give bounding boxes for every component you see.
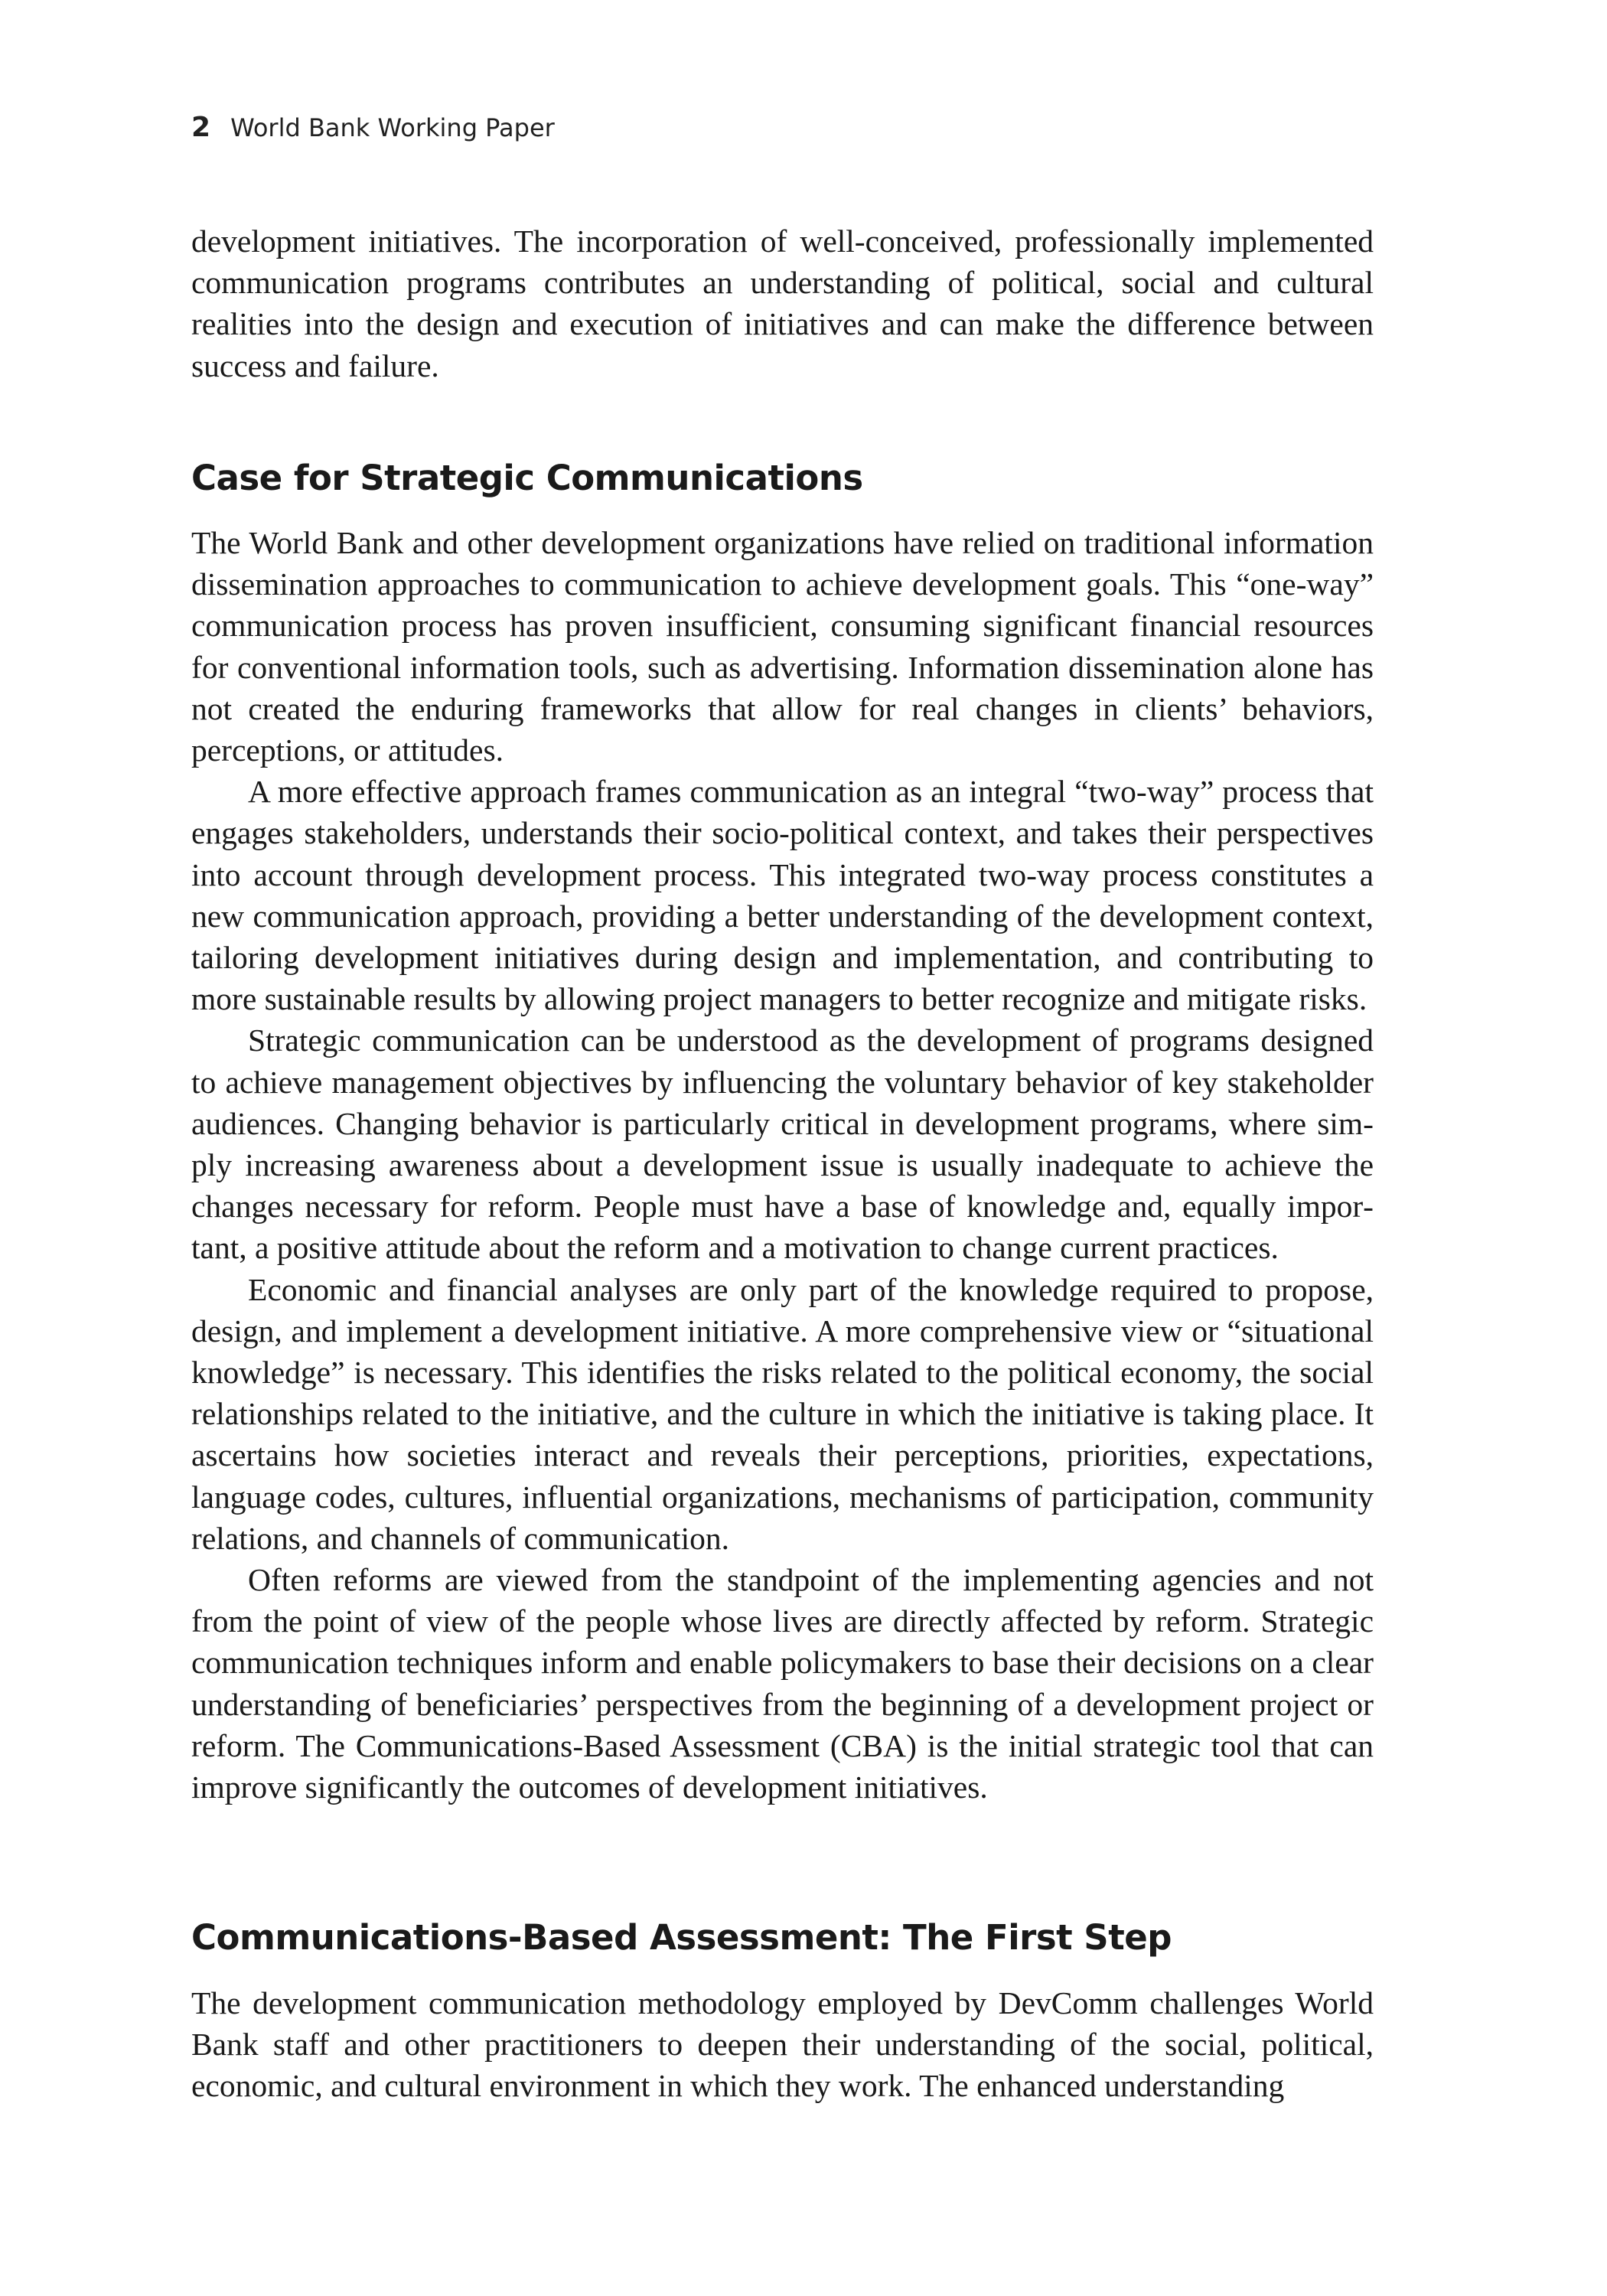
intro-paragraph: development initiatives. The incorporation of well-conceived, professionally implemented communication programs contributes an understanding of political, social and cultural realities into the design and execution of initiatives and can make the difference between success and failure. — [191, 223, 1374, 383]
section-heading: Case for Strategic Communications — [191, 458, 863, 498]
body-paragraph: The World Bank and other development organizations have relied on traditional information dissemination approaches to communication to achieve development goals. This “one-way” communication process has proven insufficient, consuming significant financial resources for conventional information tools, such as advertising. Information dissemination alone has not created the enduring frameworks that allow for real changes in clients’ behaviors, perceptions, or attitudes. — [191, 525, 1374, 768]
body-paragraph: A more effective approach frames communication as an integral “two-way” process that engages stakeholders, understands their socio-political context, and takes their perspectives into account through development process. This integrated two-way process constitutes a new communication approach, providing a better understanding of the development context, tailoring development initiatives during design and implementation, and contributing to more sustainable results by allowing project managers to better recognize and mitigate risks. — [191, 774, 1374, 1017]
section-1-body — [191, 522, 1374, 1808]
page-number: 2 — [191, 112, 211, 143]
intro-block — [191, 220, 1374, 386]
section-2-body — [191, 1982, 1374, 2107]
section-heading: Communications-Based Assessment: The First Step — [191, 1917, 1172, 1958]
body-paragraph: Often reforms are viewed from the standpoint of the implementing agencies and not from the point of view of the people whose lives are directly affected by reform. Strategic communication techniques inform and enable policymakers to base their decisions on a clear understanding of beneficiaries’ perspectives from the beginning of a development project or reform. The Communications-Based Assessment (CBA) is the initial strategic tool that can improve significantly the outcomes of development initiatives. — [191, 1562, 1374, 1805]
running-head-title: World Bank Working Paper — [230, 113, 555, 142]
body-paragraph: The development communication methodology employed by DevComm challenges World Bank staff and other practitioners to deepen their understanding of the social, political, economic, and cultural environment in which they work. The enhanced understanding — [191, 1985, 1374, 2104]
body-paragraph: Economic and financial analyses are only part of the knowledge required to propose, design, and implement a development initiative. A more comprehensive view or “situational knowledge” is necessary. This identifies the risks related to the political economy, the social relationships related to the initiative, and the culture in which the initiative is taking place. It ascertains how societies interact and reveals their perceptions, priorities, expectations, language codes, cultures, influential organizations, mechanisms of participation, community relations, and channels of communication. — [191, 1271, 1374, 1556]
section-case-for-strategic-communications — [191, 455, 1374, 501]
section-communications-based-assessment — [191, 1915, 1374, 1961]
running-head — [191, 112, 555, 143]
body-paragraph: Strategic communication can be understood as the development of programs designed to achieve management objectives by influencing the voluntary behavior of key stakeholder audiences. Changing behavior is particularly critical in development programs, where simply increasing awareness about a development issue is usually inadequate to achieve the changes necessary for reform. People must have a base of knowledge and, equally important, a positive attitude about the reform and a motivation to change current practices. — [191, 1022, 1374, 1266]
document-page — [191, 0, 1374, 2296]
